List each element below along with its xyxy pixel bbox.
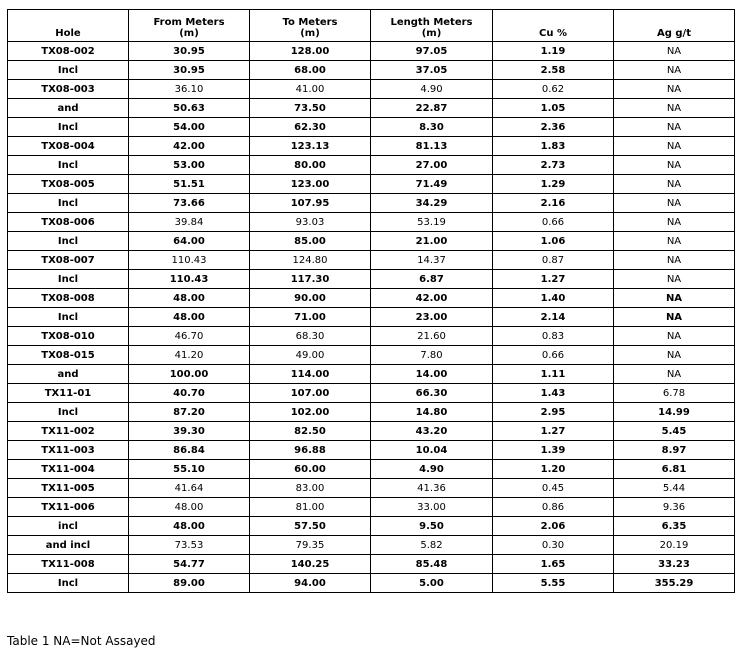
cell-cu: 2.16 [493, 194, 614, 213]
cell-length: 5.00 [371, 574, 493, 593]
header-ag-label: Ag g/t [657, 28, 691, 39]
cell-hole: TX08-006 [8, 213, 129, 232]
cell-hole: TX11-008 [8, 555, 129, 574]
cell-cu: 2.14 [493, 308, 614, 327]
cell-from: 42.00 [129, 137, 250, 156]
cell-length: 7.80 [371, 346, 493, 365]
cell-to: 82.50 [250, 422, 371, 441]
cell-ag: NA [614, 289, 735, 308]
cell-from: 54.77 [129, 555, 250, 574]
cell-length: 14.80 [371, 403, 493, 422]
cell-cu: 0.87 [493, 251, 614, 270]
cell-ag: 8.97 [614, 441, 735, 460]
cell-to: 90.00 [250, 289, 371, 308]
cell-length: 27.00 [371, 156, 493, 175]
cell-from: 86.84 [129, 441, 250, 460]
cell-ag: NA [614, 232, 735, 251]
cell-cu: 1.29 [493, 175, 614, 194]
table-row [8, 517, 735, 536]
cell-cu: 0.66 [493, 346, 614, 365]
cell-from: 89.00 [129, 574, 250, 593]
table-row [8, 327, 735, 346]
cell-hole: TX11-003 [8, 441, 129, 460]
cell-cu: 0.83 [493, 327, 614, 346]
table-row [8, 308, 735, 327]
cell-length: 6.87 [371, 270, 493, 289]
cell-from: 36.10 [129, 80, 250, 99]
cell-from: 53.00 [129, 156, 250, 175]
cell-length: 97.05 [371, 42, 493, 61]
cell-cu: 0.62 [493, 80, 614, 99]
table-header [8, 10, 735, 42]
cell-length: 5.82 [371, 536, 493, 555]
cell-length: 21.00 [371, 232, 493, 251]
cell-hole: Incl [8, 194, 129, 213]
cell-length: 81.13 [371, 137, 493, 156]
cell-length: 14.00 [371, 365, 493, 384]
cell-from: 41.64 [129, 479, 250, 498]
cell-to: 124.80 [250, 251, 371, 270]
cell-cu: 2.58 [493, 61, 614, 80]
cell-length: 9.50 [371, 517, 493, 536]
cell-from: 51.51 [129, 175, 250, 194]
cell-to: 60.00 [250, 460, 371, 479]
cell-hole: TX08-008 [8, 289, 129, 308]
cell-to: 62.30 [250, 118, 371, 137]
cell-hole: TX08-002 [8, 42, 129, 61]
cell-cu: 1.05 [493, 99, 614, 118]
cell-hole: Incl [8, 118, 129, 137]
header-to-meters [250, 10, 371, 42]
cell-from: 41.20 [129, 346, 250, 365]
table-row [8, 555, 735, 574]
cell-ag: 5.44 [614, 479, 735, 498]
cell-cu: 1.20 [493, 460, 614, 479]
header-to-unit: (m) [300, 28, 320, 39]
cell-to: 114.00 [250, 365, 371, 384]
cell-from: 48.00 [129, 498, 250, 517]
cell-cu: 2.36 [493, 118, 614, 137]
cell-ag: NA [614, 251, 735, 270]
cell-from: 39.84 [129, 213, 250, 232]
cell-ag: NA [614, 61, 735, 80]
header-length-unit: (m) [421, 28, 442, 39]
cell-hole: TX11-002 [8, 422, 129, 441]
cell-to: 83.00 [250, 479, 371, 498]
cell-to: 79.35 [250, 536, 371, 555]
cell-ag: NA [614, 156, 735, 175]
cell-length: 4.90 [371, 460, 493, 479]
cell-to: 123.00 [250, 175, 371, 194]
table-row [8, 384, 735, 403]
cell-hole: TX08-015 [8, 346, 129, 365]
table-row [8, 251, 735, 270]
table-row [8, 289, 735, 308]
cell-hole: TX11-004 [8, 460, 129, 479]
cell-from: 73.53 [129, 536, 250, 555]
cell-cu: 5.55 [493, 574, 614, 593]
cell-to: 80.00 [250, 156, 371, 175]
cell-ag: 6.35 [614, 517, 735, 536]
table-row [8, 42, 735, 61]
header-hole-label: Hole [55, 28, 81, 39]
cell-to: 93.03 [250, 213, 371, 232]
cell-hole: Incl [8, 232, 129, 251]
cell-hole: TX08-003 [8, 80, 129, 99]
cell-to: 140.25 [250, 555, 371, 574]
cell-to: 68.00 [250, 61, 371, 80]
cell-ag: 355.29 [614, 574, 735, 593]
cell-from: 48.00 [129, 517, 250, 536]
cell-cu: 0.30 [493, 536, 614, 555]
cell-to: 94.00 [250, 574, 371, 593]
table-row [8, 213, 735, 232]
header-from-meters [129, 10, 250, 42]
cell-hole: incl [8, 517, 129, 536]
cell-hole: TX08-010 [8, 327, 129, 346]
table-row [8, 175, 735, 194]
header-length-label: Length Meters [390, 17, 473, 28]
cell-length: 42.00 [371, 289, 493, 308]
header-row [8, 10, 735, 42]
cell-from: 55.10 [129, 460, 250, 479]
cell-ag: NA [614, 137, 735, 156]
cell-cu: 1.65 [493, 555, 614, 574]
cell-from: 30.95 [129, 42, 250, 61]
cell-length: 10.04 [371, 441, 493, 460]
cell-to: 49.00 [250, 346, 371, 365]
table-row [8, 536, 735, 555]
table-row [8, 61, 735, 80]
cell-ag: NA [614, 80, 735, 99]
table-row [8, 403, 735, 422]
cell-to: 102.00 [250, 403, 371, 422]
cell-hole: and [8, 365, 129, 384]
table-row [8, 460, 735, 479]
cell-hole: TX08-007 [8, 251, 129, 270]
cell-hole: TX11-005 [8, 479, 129, 498]
header-to-label: To Meters [282, 17, 338, 28]
cell-from: 40.70 [129, 384, 250, 403]
cell-ag: NA [614, 194, 735, 213]
cell-cu: 1.19 [493, 42, 614, 61]
table-row [8, 156, 735, 175]
table-row [8, 441, 735, 460]
header-hole [8, 10, 129, 42]
cell-length: 66.30 [371, 384, 493, 403]
header-ag-gpt [614, 10, 735, 42]
cell-to: 57.50 [250, 517, 371, 536]
cell-to: 71.00 [250, 308, 371, 327]
cell-cu: 0.66 [493, 213, 614, 232]
header-cu-label: Cu % [539, 28, 567, 39]
cell-cu: 1.39 [493, 441, 614, 460]
cell-cu: 2.73 [493, 156, 614, 175]
cell-hole: Incl [8, 270, 129, 289]
cell-ag: 14.99 [614, 403, 735, 422]
cell-hole: Incl [8, 156, 129, 175]
cell-hole: and [8, 99, 129, 118]
cell-hole: TX08-005 [8, 175, 129, 194]
cell-ag: 20.19 [614, 536, 735, 555]
table-row [8, 422, 735, 441]
cell-ag: NA [614, 346, 735, 365]
cell-ag: 6.81 [614, 460, 735, 479]
cell-to: 128.00 [250, 42, 371, 61]
cell-length: 33.00 [371, 498, 493, 517]
cell-length: 14.37 [371, 251, 493, 270]
cell-to: 117.30 [250, 270, 371, 289]
cell-length: 71.49 [371, 175, 493, 194]
cell-ag: NA [614, 308, 735, 327]
cell-cu: 1.40 [493, 289, 614, 308]
cell-ag: NA [614, 365, 735, 384]
cell-from: 50.63 [129, 99, 250, 118]
cell-length: 85.48 [371, 555, 493, 574]
cell-hole: Incl [8, 61, 129, 80]
cell-length: 22.87 [371, 99, 493, 118]
cell-from: 110.43 [129, 251, 250, 270]
table-row [8, 232, 735, 251]
cell-length: 4.90 [371, 80, 493, 99]
cell-to: 107.95 [250, 194, 371, 213]
header-from-unit: (m) [179, 28, 199, 39]
cell-from: 100.00 [129, 365, 250, 384]
table-row [8, 194, 735, 213]
cell-cu: 2.95 [493, 403, 614, 422]
table-row [8, 137, 735, 156]
cell-ag: NA [614, 213, 735, 232]
cell-hole: Incl [8, 574, 129, 593]
cell-from: 46.70 [129, 327, 250, 346]
cell-to: 73.50 [250, 99, 371, 118]
cell-cu: 1.27 [493, 422, 614, 441]
cell-ag: NA [614, 270, 735, 289]
cell-ag: NA [614, 118, 735, 137]
table-body [8, 42, 735, 593]
cell-cu: 1.06 [493, 232, 614, 251]
table-caption: Table 1 NA=Not Assayed [7, 634, 156, 648]
table-row [8, 365, 735, 384]
table-row [8, 479, 735, 498]
cell-length: 41.36 [371, 479, 493, 498]
cell-from: 64.00 [129, 232, 250, 251]
cell-length: 53.19 [371, 213, 493, 232]
cell-to: 68.30 [250, 327, 371, 346]
cell-cu: 2.06 [493, 517, 614, 536]
cell-from: 87.20 [129, 403, 250, 422]
cell-from: 48.00 [129, 289, 250, 308]
cell-cu: 1.27 [493, 270, 614, 289]
cell-length: 8.30 [371, 118, 493, 137]
cell-cu: 1.83 [493, 137, 614, 156]
cell-length: 43.20 [371, 422, 493, 441]
cell-ag: NA [614, 327, 735, 346]
cell-to: 107.00 [250, 384, 371, 403]
cell-to: 41.00 [250, 80, 371, 99]
cell-from: 73.66 [129, 194, 250, 213]
cell-cu: 1.43 [493, 384, 614, 403]
cell-cu: 0.45 [493, 479, 614, 498]
cell-cu: 1.11 [493, 365, 614, 384]
cell-from: 54.00 [129, 118, 250, 137]
cell-ag: NA [614, 42, 735, 61]
cell-to: 123.13 [250, 137, 371, 156]
header-cu-percent [493, 10, 614, 42]
table-row [8, 99, 735, 118]
table-row [8, 80, 735, 99]
cell-hole: Incl [8, 308, 129, 327]
table-row [8, 118, 735, 137]
header-from-label: From Meters [153, 17, 225, 28]
cell-hole: and incl [8, 536, 129, 555]
cell-length: 34.29 [371, 194, 493, 213]
cell-length: 21.60 [371, 327, 493, 346]
cell-from: 39.30 [129, 422, 250, 441]
table-row [8, 498, 735, 517]
table-row [8, 574, 735, 593]
header-length-meters [371, 10, 493, 42]
cell-cu: 0.86 [493, 498, 614, 517]
cell-hole: TX08-004 [8, 137, 129, 156]
cell-length: 23.00 [371, 308, 493, 327]
cell-ag: NA [614, 175, 735, 194]
cell-length: 37.05 [371, 61, 493, 80]
cell-ag: 6.78 [614, 384, 735, 403]
cell-to: 96.88 [250, 441, 371, 460]
cell-from: 110.43 [129, 270, 250, 289]
drill-results-table [7, 9, 735, 593]
cell-to: 85.00 [250, 232, 371, 251]
cell-from: 30.95 [129, 61, 250, 80]
cell-to: 81.00 [250, 498, 371, 517]
table-row [8, 346, 735, 365]
table-row [8, 270, 735, 289]
cell-from: 48.00 [129, 308, 250, 327]
cell-hole: TX11-01 [8, 384, 129, 403]
cell-hole: Incl [8, 403, 129, 422]
cell-ag: 9.36 [614, 498, 735, 517]
cell-hole: TX11-006 [8, 498, 129, 517]
cell-ag: 33.23 [614, 555, 735, 574]
cell-ag: NA [614, 99, 735, 118]
cell-ag: 5.45 [614, 422, 735, 441]
